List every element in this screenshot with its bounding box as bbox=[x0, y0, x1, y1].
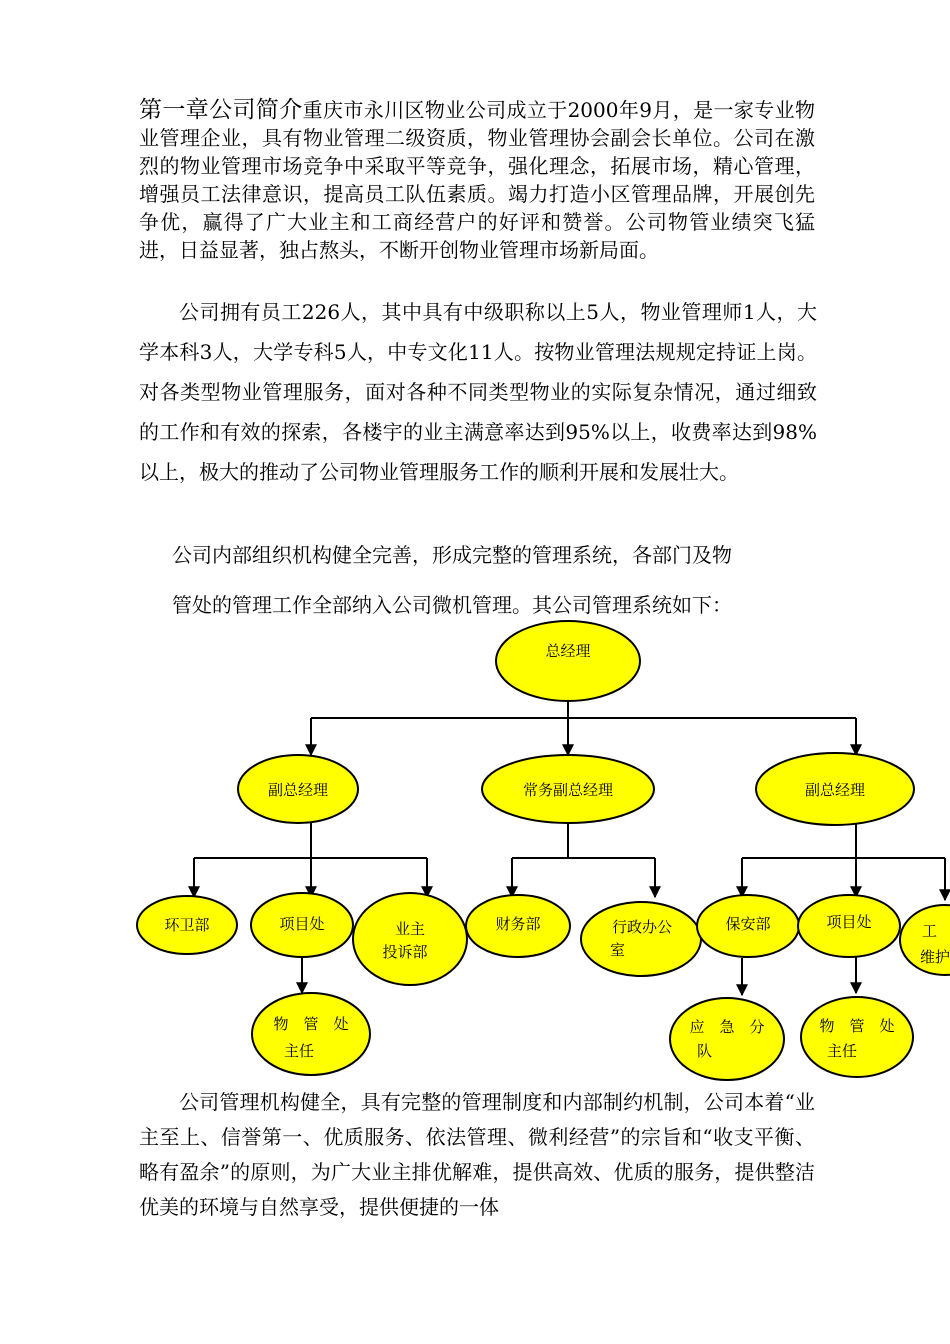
label-sanitation: 环卫部 bbox=[164, 916, 210, 934]
org-nodes bbox=[137, 621, 950, 1080]
intro-paragraph-3-line-2: 管处的管理工作全部纳入公司微机管理。其公司管理系统如下： bbox=[172, 593, 732, 617]
node-owner-complaints bbox=[353, 893, 467, 985]
label-admin-office-2: 室 bbox=[610, 941, 626, 959]
label-property-director-left-2: 主任 bbox=[284, 1042, 315, 1060]
node-property-director-left bbox=[252, 993, 370, 1075]
label-admin-office-1: 行政办公 bbox=[611, 918, 673, 936]
label-property-director-right-1: 物 管 处 bbox=[819, 1017, 895, 1035]
label-deputy-gm-right: 副总经理 bbox=[804, 781, 866, 799]
intro-paragraph-2: 公司拥有员工226人，其中具有中级职称以上5人，物业管理师1人，大学本科3人，大学专科5人，中专文化11人。按物业管理法规规定持证上岗。对各类型物业管理服务，面对各种不同类型物业的实际复杂情况，通过细致的工作和有效的探索，各楼宇的业主满意率达到95%以上，收费率达到98%以上，极大的推动了公司物业管理服务工作的顺利开展和发展壮大。 bbox=[139, 300, 817, 484]
label-general-manager: 总经理 bbox=[545, 642, 591, 660]
label-project-office-right: 项目处 bbox=[826, 913, 872, 931]
intro-paragraph-4: 公司管理机构健全，具有完整的管理制度和内部制约机制，公司本着“业主至上、信誉第一、优质服务、依法管理、微利经营”的宗旨和“收支平衡、略有盈余”的原则，为广大业主排优解难，提供高效、优质的服务，提供整洁优美的环境与自然享受，提供便捷的一体 bbox=[139, 1090, 815, 1219]
chapter-title: 第一章公司简介 bbox=[139, 97, 303, 123]
label-project-office-left: 项目处 bbox=[279, 915, 325, 933]
label-property-director-right-2: 主任 bbox=[827, 1042, 858, 1060]
intro-paragraph-3-line-1: 公司内部组织机构健全完善，形成完整的管理系统，各部门及物 bbox=[172, 543, 732, 567]
label-executive-deputy-gm: 常务副总经理 bbox=[522, 781, 614, 799]
label-security: 保安部 bbox=[725, 915, 771, 933]
label-owner-complaints-2: 投诉部 bbox=[382, 943, 428, 961]
label-maintenance-1: 工 bbox=[922, 922, 938, 940]
intro-paragraph-1-text: 重庆市永川区物业公司成立于2000年9月，是一家专业物业管理企业，具有物业管理二级资质，物业管理协会副会长单位。公司在激烈的物业管理市场竞争中采取平等竞争，强化理念，拓展市场，精心管理，增强员工法律意识，提高员工队伍素质。竭力打造小区管理品牌，开展创先争优，赢得了广大业主和工商经营户的好评和赞誉。公司物管业绩突飞猛进，日益显著，独占熬头，不断开创物业管理市场新局面。 bbox=[139, 98, 815, 262]
node-emergency-team bbox=[670, 998, 784, 1080]
label-deputy-gm-left: 副总经理 bbox=[267, 781, 329, 799]
label-emergency-team-2: 队 bbox=[697, 1042, 713, 1060]
label-finance: 财务部 bbox=[495, 915, 541, 933]
label-owner-complaints-1: 业主 bbox=[394, 920, 426, 938]
node-admin-office bbox=[581, 902, 701, 976]
node-general-manager bbox=[496, 621, 640, 701]
label-emergency-team-1: 应 急 分 bbox=[689, 1018, 765, 1036]
node-property-director-right bbox=[801, 997, 913, 1077]
label-maintenance-2: 维护 bbox=[920, 948, 950, 966]
label-property-director-left-1: 物 管 处 bbox=[273, 1015, 349, 1033]
